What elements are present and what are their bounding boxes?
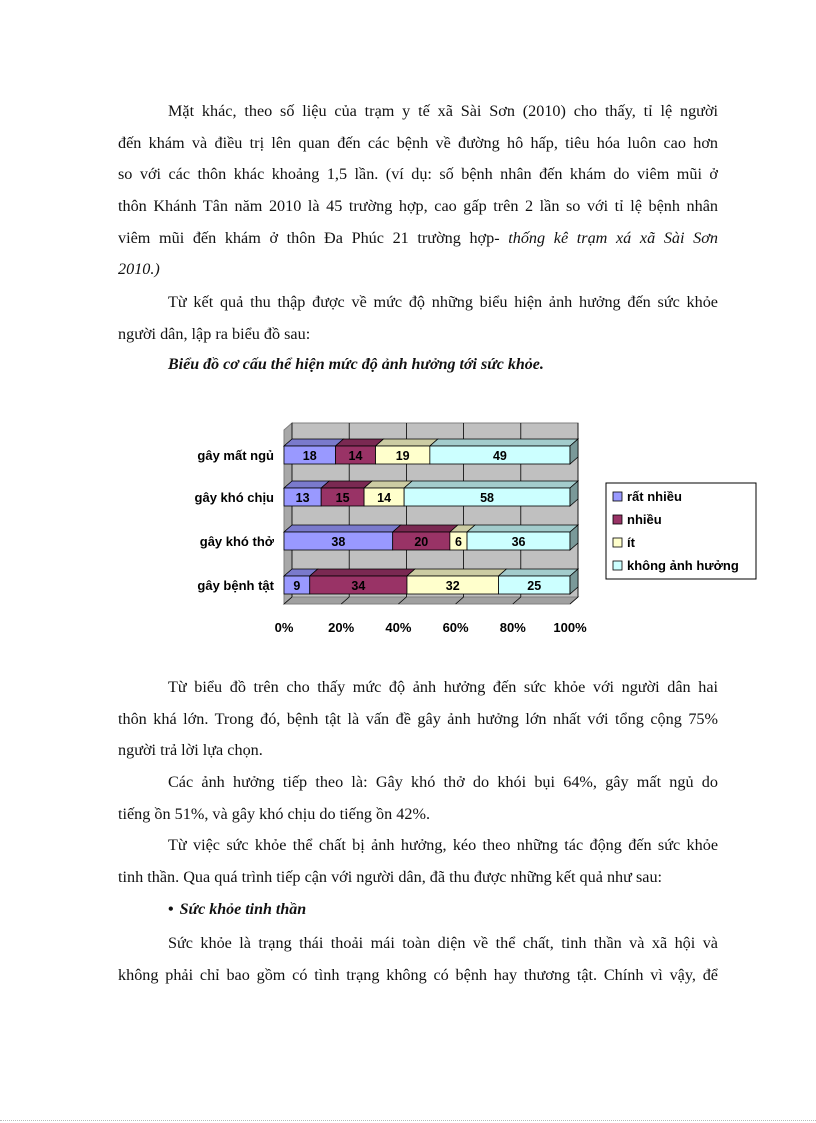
category-label: gây khó chịu — [194, 490, 274, 505]
x-tick-label: 40% — [385, 620, 412, 635]
text-line: tiếng ồn 51%, và gây khó chịu do tiếng ồn 42%. — [118, 804, 431, 823]
text-line: Mặt khác, theo số liệu của trạm y tế xã Sài Sơn (2010) cho thấy, tỉ lệ người — [168, 102, 718, 120]
bar-segment-top — [310, 569, 415, 576]
text-line: so với các thôn khác khoảng 1,5 lần. (ví dụ: số bệnh nhân đến khám do viêm mũi ở — [118, 165, 718, 184]
paragraph-mental-transition — [118, 830, 718, 893]
legend-swatch — [613, 538, 622, 547]
bar-segment-top — [407, 569, 507, 576]
text-line: Sức khỏe là trạng thái thoải mái toàn diện về thể chất, tinh thần và xã hội và — [168, 934, 718, 952]
text-line: Các ảnh hưởng tiếp theo là: Gây khó thở do khói bụi 64%, gây mất ngủ do — [168, 773, 718, 791]
paragraph-other-effects — [118, 767, 718, 830]
text-line: Từ biểu đồ trên cho thấy mức độ ảnh hưởng đến sức khỏe với người dân hai — [168, 678, 718, 696]
data-label: 20 — [414, 535, 429, 549]
data-label: 19 — [395, 449, 410, 463]
paragraph-chart-analysis — [118, 672, 718, 767]
bar-segment-top — [404, 481, 578, 488]
plot-floor — [284, 597, 578, 604]
data-label: 15 — [335, 491, 350, 505]
data-label: 49 — [492, 449, 507, 463]
bullet-icon: • — [168, 901, 174, 918]
category-label: gây mất ngủ — [197, 448, 274, 463]
text-line: thôn Khánh Tân năm 2010 là 45 trường hợp, cao gấp trên 2 lần so với tỉ lệ bệnh nhân — [118, 197, 718, 216]
legend-label: nhiều — [627, 512, 662, 527]
bar-segment-top — [284, 439, 343, 446]
chart-caption: Biểu đồ cơ cấu thể hiện mức độ ảnh hưởng tới sức khỏe. — [168, 356, 544, 373]
text-run: viêm mũi đến khám ở thôn Đa Phúc 21 trường hợp- — [118, 228, 509, 247]
data-label: 36 — [511, 535, 526, 549]
page-bottom-border — [0, 1120, 816, 1121]
data-label: 32 — [445, 579, 460, 593]
text-line: tinh thần. Qua quá trình tiếp cận với người dân, đã thu được những kết quả như sau: — [118, 867, 663, 886]
data-label: 6 — [454, 535, 462, 549]
bar-segment-top — [321, 481, 372, 488]
x-tick-label: 100% — [553, 620, 587, 635]
legend-label: không ảnh hưởng — [627, 558, 739, 573]
italic-citation-end: 2010.) — [118, 260, 160, 279]
data-label: 58 — [480, 491, 495, 505]
data-label: 14 — [348, 449, 363, 463]
data-label: 38 — [331, 535, 346, 549]
text-line: thôn khá lớn. Trong đó, bệnh tật là vấn đề gây ảnh hưởng lớn nhất với tổng cộng 75% — [118, 709, 718, 728]
text-line: người trả lời lựa chọn. — [118, 741, 263, 760]
legend-swatch — [613, 515, 622, 524]
data-label: 9 — [293, 579, 301, 593]
text-line: không phải chỉ bao gồm có tình trạng không có bệnh hay thương tật. Chính vì vậy, để — [118, 965, 718, 984]
text-line: Từ kết quả thu thập được về mức độ những biểu hiện ảnh hưởng đến sức khỏe — [168, 293, 718, 311]
data-label: 14 — [377, 491, 392, 505]
legend-label: rất nhiều — [627, 489, 682, 504]
x-tick-label: 0% — [274, 620, 294, 635]
data-label: 25 — [527, 579, 542, 593]
bar-segment-top — [393, 525, 458, 532]
bar-segment-top — [467, 525, 578, 532]
text-line: đến khám và điều trị lên quan đến các bệnh về đường hô hấp, tiêu hóa luôn cao hơn — [118, 133, 718, 152]
section-heading-mental-health — [168, 901, 306, 919]
text-line: Từ việc sức khỏe thể chất bị ảnh hưởng, kéo theo những tác động đến sức khỏe — [168, 836, 718, 854]
bar-segment-top — [499, 569, 579, 576]
data-label: 34 — [351, 579, 366, 593]
italic-citation: thống kê trạm xá xã Sài Sơn — [508, 228, 718, 247]
data-label: 13 — [295, 491, 310, 505]
category-label: gây bệnh tật — [197, 578, 274, 593]
x-tick-label: 20% — [328, 620, 355, 635]
x-tick-label: 80% — [499, 620, 526, 635]
legend-label: ít — [627, 535, 635, 550]
legend-swatch — [613, 561, 622, 570]
bar-segment-top — [430, 439, 578, 446]
chart-legend — [606, 483, 756, 579]
bar-segment-top — [284, 525, 401, 532]
x-tick-label: 60% — [442, 620, 469, 635]
data-label: 18 — [302, 449, 317, 463]
category-label: gây khó thở — [199, 534, 274, 549]
paragraph-health-definition — [118, 928, 718, 991]
bar-segment-top — [376, 439, 438, 446]
section-heading-text: Sức khỏe tinh thần — [179, 901, 307, 918]
text-line: người dân, lập ra biểu đồ sau: — [118, 324, 311, 343]
legend-swatch — [613, 492, 622, 501]
